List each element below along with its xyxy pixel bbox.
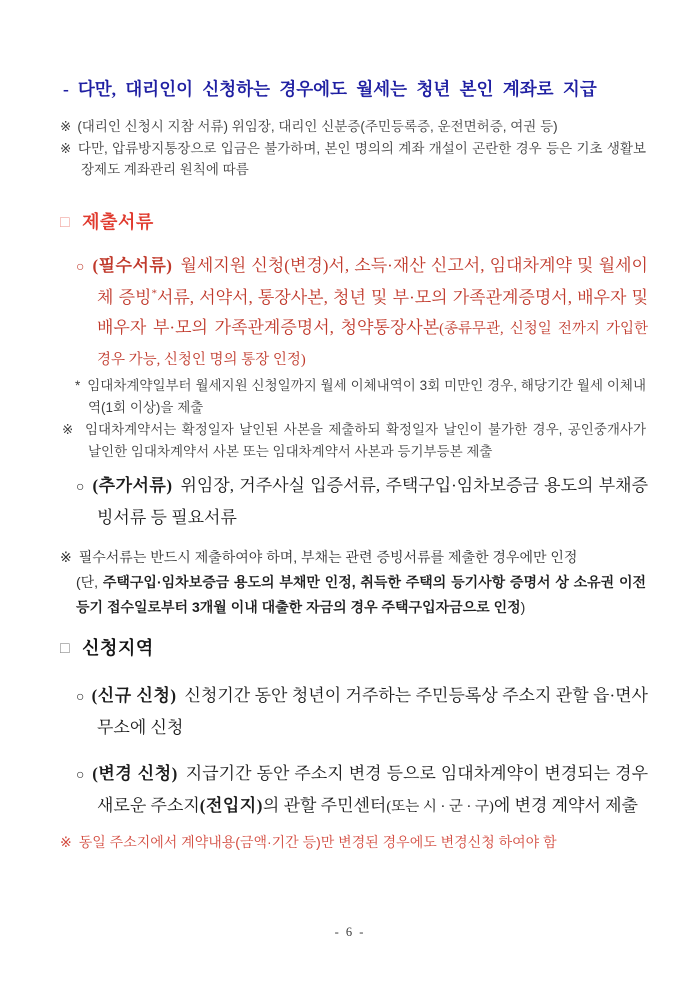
- required-documents-label: (필수서류): [92, 255, 173, 275]
- change-application-text-3: 에 변경 계약서 제출: [493, 795, 638, 815]
- change-requirement-note: [60, 832, 648, 853]
- change-application-text-1: 지급기간 동안 주소지 변경 등으로 임대차계약이 변경되는 경우 새로운 주소지: [97, 763, 648, 815]
- document-footnotes: [60, 375, 648, 463]
- top-note-1: [60, 116, 646, 138]
- page-number: - 6 -: [334, 925, 366, 939]
- circle-bullet-icon: ○: [76, 689, 85, 705]
- asterisk-mark-icon: *: [75, 377, 81, 393]
- footnote-reference-text: 임대차계약서는 확정일자 날인된 사본을 제출하되 확정일자 날인이 불가한 경우, 공인중개사가 날인한 임대차계약서 사본 또는 임대차계약서 사본과 등기부등본 제출: [84, 421, 647, 459]
- section-header-region: [60, 637, 648, 661]
- change-requirement-note-text: 동일 주소지에서 계약내용(금액·기간 등)만 변경된 경우에도 변경신청 하여야 함: [78, 833, 557, 850]
- required-submission-note: [60, 545, 646, 620]
- reference-mark-icon: ※: [60, 119, 72, 134]
- change-application-bold-paren: (전입지): [199, 795, 263, 815]
- circle-bullet-icon: ○: [76, 767, 86, 783]
- required-documents-text-2: 서류, 서약서, 통장사본, 청년 및 부·모의 가족관계증명서, 배우자 및 배우자 부·모의 가족관계증명서, 청약통장사본: [97, 287, 648, 337]
- footnote-star-text: 임대차계약일부터 월세지원 신청일까지 월세 이체내역이 3회 미만인 경우, 해당기간 월세 이체내역(1회 이상)을 제출: [87, 377, 646, 415]
- asterisk-superscript: *: [151, 286, 157, 299]
- top-note-2-text: 다만, 압류방지통장으로 입금은 불가하며, 본인 명의의 계좌 개설이 곤란한 경우 등은 기초 생활보장제도 계좌관리 원칙에 따름: [77, 140, 647, 177]
- top-note-1-text: (대리인 신청시 지참 서류) 위임장, 대리인 신분증(주민등록증, 운전면허증, 여권 등): [77, 119, 558, 134]
- section-header-documents: [60, 211, 648, 235]
- empty-checkbox-icon: □: [60, 639, 71, 657]
- reference-mark-icon: ※: [62, 421, 75, 437]
- footnote-reference: [60, 419, 646, 463]
- new-application-paragraph: [60, 681, 648, 743]
- reference-mark-icon: ※: [60, 833, 72, 850]
- required-submission-note-continuation: [60, 570, 646, 620]
- footnote-star: [60, 375, 646, 419]
- additional-documents-text: 위임장, 거주사실 입증서류, 주택구입·임차보증금 용도의 부채증빙서류 등 필요서류: [97, 475, 648, 527]
- continuation-prefix: (단,: [76, 573, 103, 590]
- top-note-2: [60, 138, 646, 181]
- required-documents-text-1: 월세지원 신청(변경)서, 소득·재산 신고서, 임대차계약 및 월세이체 증빙: [97, 255, 648, 307]
- section-title-region: 신청지역: [82, 637, 154, 658]
- continuation-bold-text: 주택구입·임차보증금 용도의 부채만 인정, 취득한 주택의 등기사항 증명서 상 소유권 이전 등기 접수일로부터 3개월 이내 대출한 자금의 경우 주택구입자금으로 인정: [76, 573, 647, 615]
- new-application-label: (신규 신청): [91, 685, 177, 705]
- dash-bullet: -: [63, 79, 69, 99]
- circle-bullet-icon: ○: [76, 259, 86, 275]
- required-submission-note-text: 필수서류는 반드시 제출하여야 하며, 부채는 관련 증빙서류를 제출한 경우에만 인정: [78, 548, 578, 565]
- continuation-suffix: ): [520, 598, 526, 615]
- blue-heading: [63, 78, 648, 100]
- required-submission-note-line1: [60, 545, 646, 570]
- top-notes: [60, 116, 648, 181]
- empty-checkbox-icon: □: [60, 213, 71, 231]
- section-title-documents: 제출서류: [82, 211, 154, 232]
- reference-mark-icon: ※: [60, 548, 72, 565]
- additional-documents-label: (추가서류): [92, 475, 173, 495]
- new-application-text: 신청기간 동안 청년이 거주하는 주민등록상 주소지 관할 읍·면사무소에 신청: [97, 685, 648, 737]
- circle-bullet-icon: ○: [76, 479, 86, 495]
- blue-heading-text: 다만, 대리인이 신청하는 경우에도 월세는 청년 본인 계좌로 지급: [77, 79, 597, 99]
- required-documents-parenthetical: (종류무관, 신청일 전까지 가입한 경우 가능, 신청인 명의 통장 인정): [97, 320, 648, 368]
- reference-mark-icon: ※: [60, 140, 72, 156]
- change-application-label: (변경 신청): [92, 763, 178, 783]
- change-application-text-2: 의 관할 주민센터: [262, 795, 387, 815]
- change-application-paren: (또는 시 · 군 · 구): [386, 798, 494, 815]
- additional-documents-paragraph: [60, 471, 648, 533]
- change-application-paragraph: [60, 759, 648, 822]
- required-documents-paragraph: [60, 251, 648, 375]
